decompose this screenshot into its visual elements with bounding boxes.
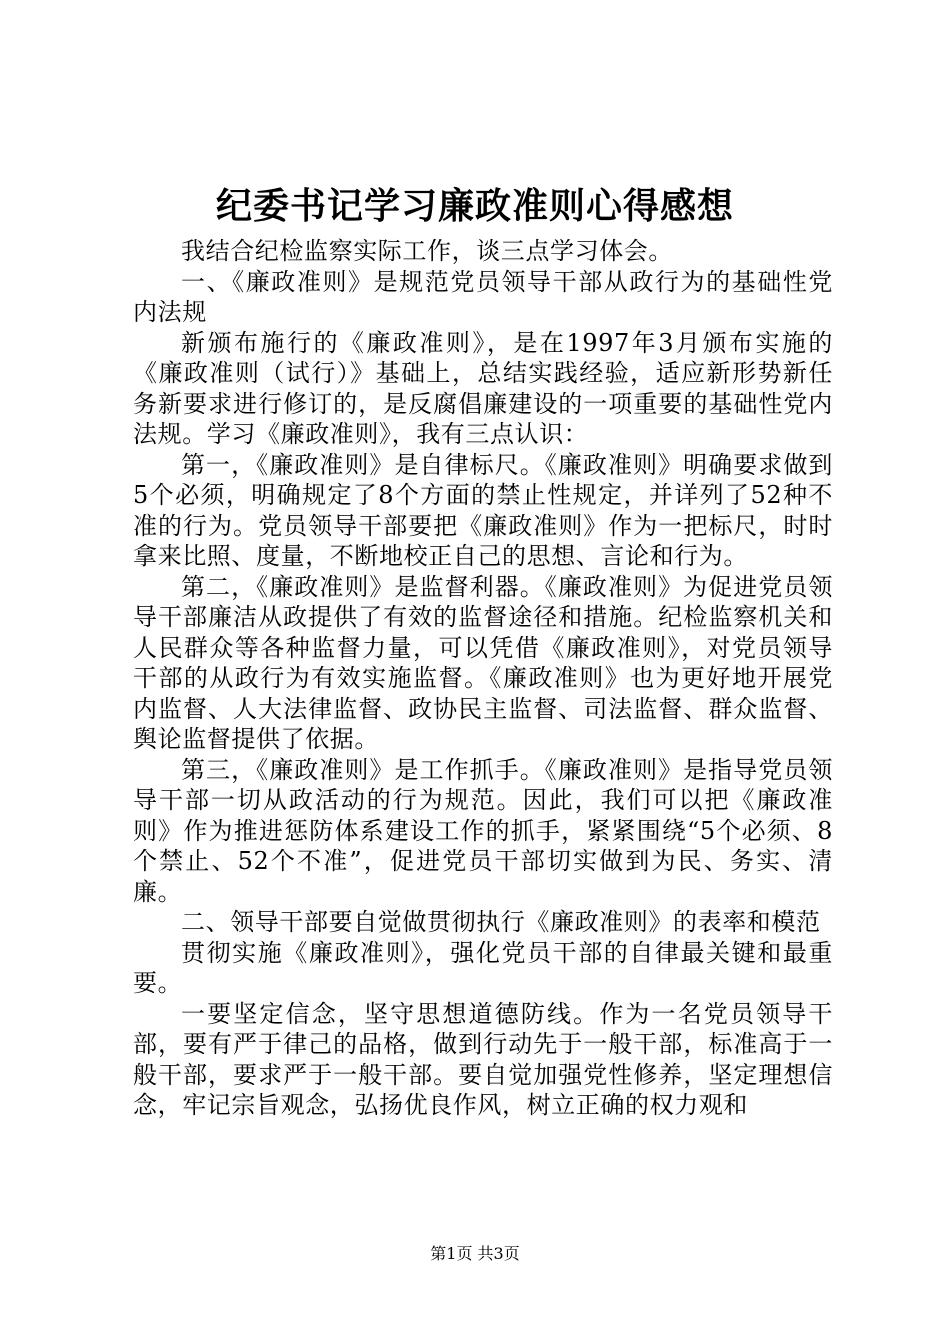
paragraph: 一要坚定信念，坚守思想道德防线。作为一名党员领导干部，要有严于律己的品格，做到行动先于一般干部，标准高于一般干部，要求严于一般干部。要自觉加强党性修养，坚定理想信念，牢记宗旨观念，弘扬优良作风，树立正确的权力观和 — [133, 999, 833, 1119]
paragraph: 新颁布施行的《廉政准则》，是在1997年3月颁布实施的《廉政准则（试行）》基础上，总结实践经验，适应新形势新任务新要求进行修订的，是反腐倡廉建设的一项重要的基础性党内法规。学习《廉政准则》，我有三点认识： — [133, 328, 833, 448]
paragraph: 第二，《廉政准则》是监督利器。《廉政准则》为促进党员领导干部廉洁从政提供了有效的监督途径和措施。纪检监察机关和人民群众等各种监督力量，可以凭借《廉政准则》，对党员领导干部的从政行为有效实施监督。《廉政准则》也为更好地开展党内监督、人大法律监督、政协民主监督、司法监督、群众监督、舆论监督提供了依据。 — [133, 572, 833, 753]
document-body — [133, 236, 833, 1121]
paragraph-intro: 我结合纪检监察实际工作，谈三点学习体会。 — [181, 237, 673, 265]
paragraph: 第三，《廉政准则》是工作抓手。《廉政准则》是指导党员领导干部一切从政活动的行为规范。因此，我们可以把《廉政准则》作为推进惩防体系建设工作的抓手，紧紧围绕“5个必须、8个禁止、52个不准”，促进党员干部切实做到为民、务实、清廉。 — [133, 755, 833, 906]
page-number: 第1页 共3页 — [430, 1244, 520, 1263]
section-heading-1: 一、《廉政准则》是规范党员领导干部从政行为的基础性党内法规 — [133, 267, 833, 326]
paragraph: 第一，《廉政准则》是自律标尺。《廉政准则》明确要求做到5个必须，明确规定了8个方面的禁止性规定，并详列了52种不准的行为。党员领导干部要把《廉政准则》作为一把标尺，时时拿来比照、度量，不断地校正自己的思想、言论和行为。 — [133, 450, 833, 570]
paragraph: 贯彻实施《廉政准则》，强化党员干部的自律最关键和最重要。 — [133, 938, 833, 997]
document-title: 纪委书记学习廉政准则心得感想 — [215, 185, 734, 227]
section-heading-2: 二、领导干部要自觉做贯彻执行《廉政准则》的表率和模范 — [181, 908, 821, 936]
